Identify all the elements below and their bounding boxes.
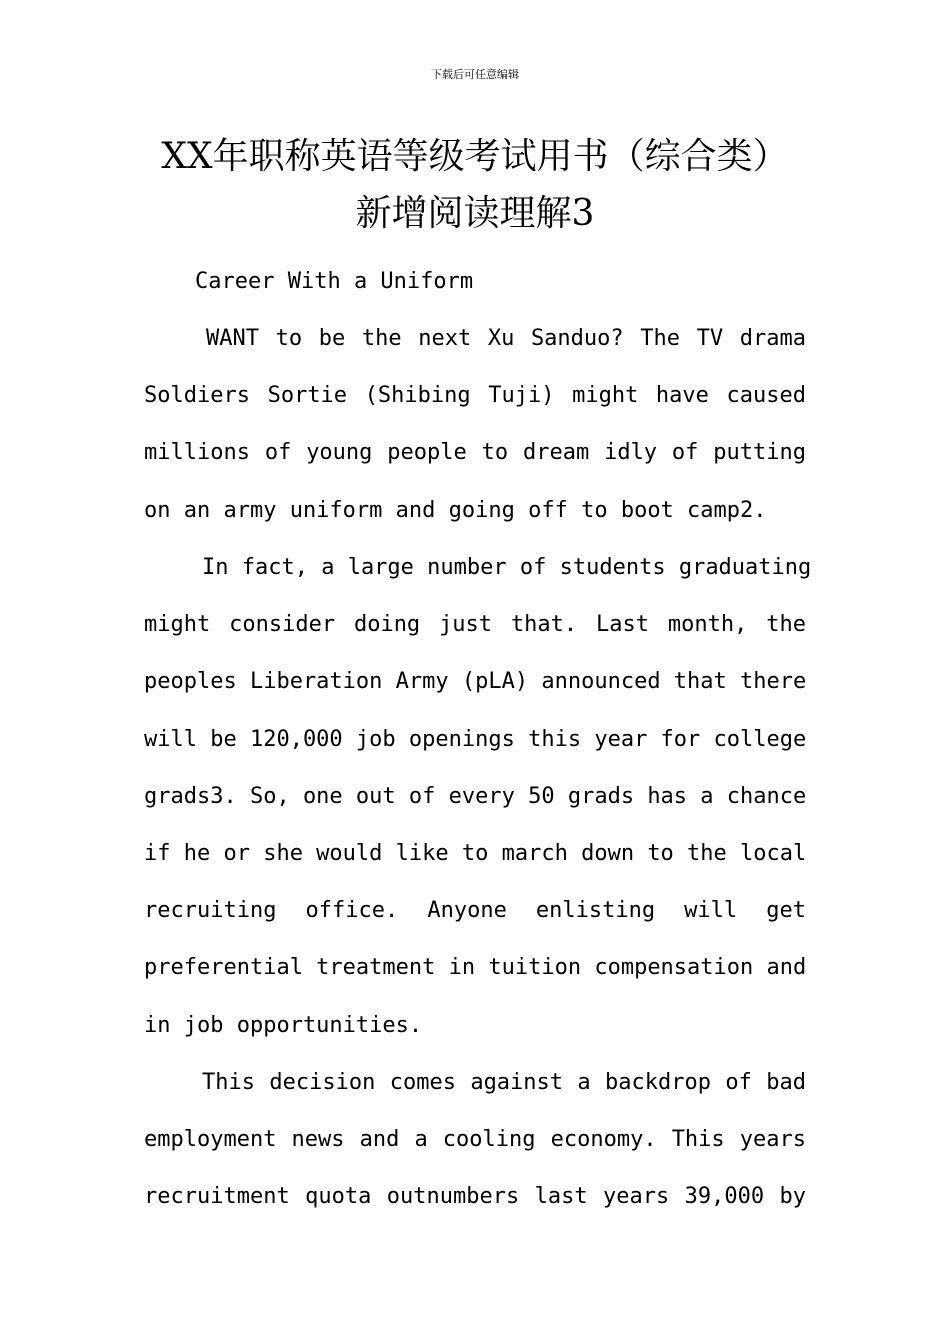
paragraph-line: in job opportunities. [144, 1012, 423, 1038]
paragraph-line: peoples Liberation Army (pLA) announced that there [144, 669, 807, 695]
paragraph-line: millions of young people to dream idly of putting [144, 440, 806, 466]
paragraph-line: might consider doing just that. Last month, the [144, 612, 806, 638]
paragraph-line: grads3. So, one out of every 50 grads has a chance [144, 783, 807, 809]
paragraph-line: employment news and a cooling economy. This years [144, 1127, 806, 1153]
document-title [110, 128, 840, 242]
paragraph-line: preferential treatment in tuition compensation and [144, 955, 807, 981]
article-heading: Career With a Uniform [195, 269, 474, 294]
paragraph-line: Soldiers Sortie (Shibing Tuji) might have caused [144, 383, 806, 409]
paragraph-line: recruiting office. Anyone enlisting will get [144, 898, 806, 924]
paragraph-3 [144, 1054, 806, 1226]
paragraph-line: In fact, a large number of students graduating [202, 555, 812, 580]
paragraph-line: will be 120,000 job openings this year for college [144, 726, 807, 752]
paragraph-1 [144, 310, 806, 539]
title-line-1: XX年职称英语等级考试用书（综合类） [161, 136, 789, 177]
paragraph-2 [144, 539, 812, 1054]
paragraph-line: WANT to be the next Xu Sanduo? The TV drama [206, 326, 806, 351]
paragraph-line: if he or she would like to march down to the local [144, 840, 807, 866]
paragraph-line: This decision comes against a backdrop of bad [202, 1070, 806, 1095]
paragraph-line: on an army uniform and going off to boot camp2. [144, 497, 767, 523]
title-line-2: 新增阅读理解3 [355, 193, 595, 234]
header-note: 下载后可任意编辑 [431, 68, 519, 81]
paragraph-line: recruitment quota outnumbers last years 39,000 by [144, 1184, 806, 1210]
